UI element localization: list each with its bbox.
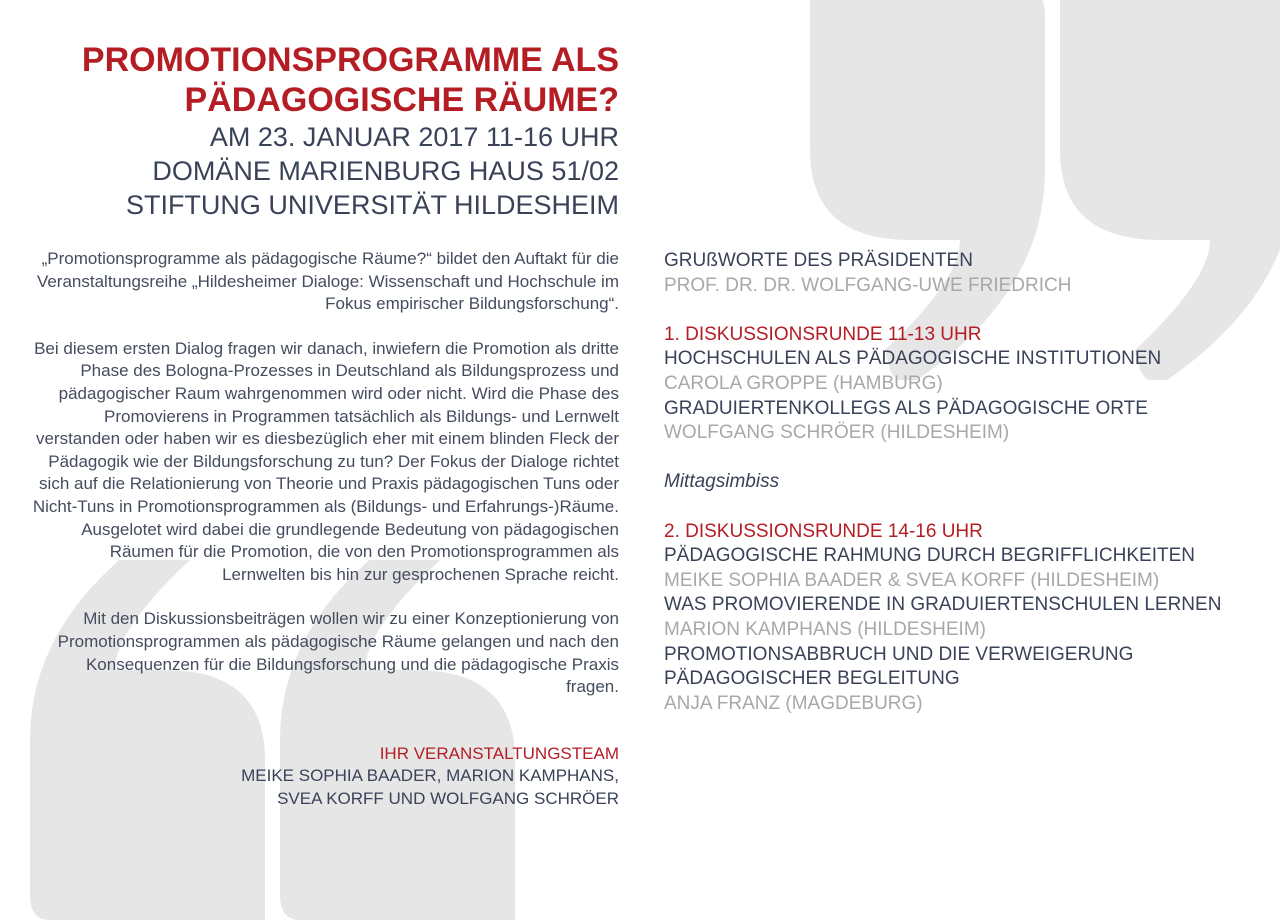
round-1-heading: 1. DISKUSSIONSRUNDE 11-13 UHR — [664, 323, 982, 345]
title-line-2: PÄDAGOGISCHE RÄUME? — [184, 81, 619, 119]
agenda — [664, 249, 1264, 741]
lunch-break: Mittagsimbiss — [664, 471, 780, 493]
team-heading: IHR VERANSTALTUNGSTEAM — [379, 743, 619, 763]
agenda-round-1 — [664, 323, 1264, 446]
round-1-talk-1-title: HOCHSCHULEN ALS PÄDAGOGISCHE INSTITUTIONEN — [664, 348, 1162, 370]
agenda-lunch — [664, 470, 1264, 495]
round-2-talk-1-title: PÄDAGOGISCHE RAHMUNG DURCH BEGRIFFLICHKEITEN — [664, 545, 1195, 567]
round-2-talk-2-title: WAS PROMOVIERENDE IN GRADUIERTENSCHULEN LERNEN — [664, 594, 1222, 616]
page-title — [30, 40, 619, 120]
event-institution: STIFTUNG UNIVERSITÄT HILDESHEIM — [125, 190, 619, 220]
greeting-speaker: PROF. DR. DR. WOLFGANG-UWE FRIEDRICH — [664, 274, 1072, 296]
round-1-talk-2-title: GRADUIERTENKOLLEGS ALS PÄDAGOGISCHE ORTE — [664, 397, 1148, 419]
event-location: DOMÄNE MARIENBURG HAUS 51/02 — [152, 156, 619, 186]
greeting-title: GRUßWORTE DES PRÄSIDENTEN — [664, 250, 973, 271]
round-2-talk-1-speaker: MEIKE SOPHIA BAADER & SVEA KORFF (HILDESHEIM) — [664, 569, 1160, 591]
round-1-talk-1-speaker: CAROLA GROPPE (HAMBURG) — [664, 372, 943, 394]
intro-paragraph-1: „Promotionsprogramme als pädagogische Räume?“ bildet den Auftakt für die Veranstaltungsreihe „Hildesheimer Dialoge: Wissenschaft und Hochschule im Fokus empirischer Bildungsforschung“. — [36, 249, 619, 314]
round-2-talk-3-speaker: ANJA FRANZ (MAGDEBURG) — [664, 692, 923, 714]
team-members-line-2: SVEA KORFF UND WOLFGANG SCHRÖER — [277, 788, 619, 808]
organizer-team — [30, 743, 619, 811]
round-1-talk-2-speaker: WOLFGANG SCHRÖER (HILDESHEIM) — [664, 422, 1010, 444]
round-2-talk-3-title-line-1: PROMOTIONSABBRUCH UND DIE VERWEIGERUNG — [664, 643, 1134, 665]
round-2-talk-3-title-line-2: PÄDAGOGISCHER BEGLEITUNG — [664, 668, 960, 690]
intro-paragraph-3: Mit den Diskussionsbeiträgen wollen wir zu einer Konzeptionierung von Promotionsprogrammen als pädagogische Räume gelangen und nach den Konsequenzen für die Bildungsforschung und die pädagogische Praxis fragen. — [57, 609, 619, 697]
intro-text — [30, 248, 619, 699]
agenda-greeting — [664, 249, 1264, 298]
title-line-1: PROMOTIONSPROGRAMME ALS — [81, 41, 619, 79]
left-column — [30, 40, 619, 810]
agenda-round-2 — [664, 520, 1264, 717]
intro-paragraph-2: Bei diesem ersten Dialog fragen wir danach, inwiefern die Promotion als dritte Phase des Bologna-Prozesses in Deutschland als Bildungsprozess und pädagogischer Raum wahrgenommen wird oder nicht. Wird die Phase des Promovierens in Programmen tatsächlich als Bildungs- und Lernwelt verstanden oder haben wir es diesbezüglich eher mit einem blinden Fleck der Pädagogik wie der Bildungsforschung zu tun? Der Fokus der Dialoge richtet sich auf die Relationierung von Theorie und Praxis pädagogischen Tuns oder Nicht-Tuns in Promotionsprogrammen als (Bildungs- und Erfahrungs-)Räume. Ausgelotet wird dabei die grundlegende Bedeutung von pädagogischen Räumen für die Promotion, die von den Promotionsprogrammen als Lernwelten bis hin zur gesprochenen Sprache reicht. — [32, 338, 619, 584]
team-members-line-1: MEIKE SOPHIA BAADER, MARION KAMPHANS, — [241, 766, 619, 786]
round-2-heading: 2. DISKUSSIONSRUNDE 14-16 UHR — [664, 520, 983, 542]
round-2-talk-2-speaker: MARION KAMPHANS (HILDESHEIM) — [664, 618, 986, 640]
event-date: AM 23. JANUAR 2017 11-16 UHR — [209, 122, 619, 152]
